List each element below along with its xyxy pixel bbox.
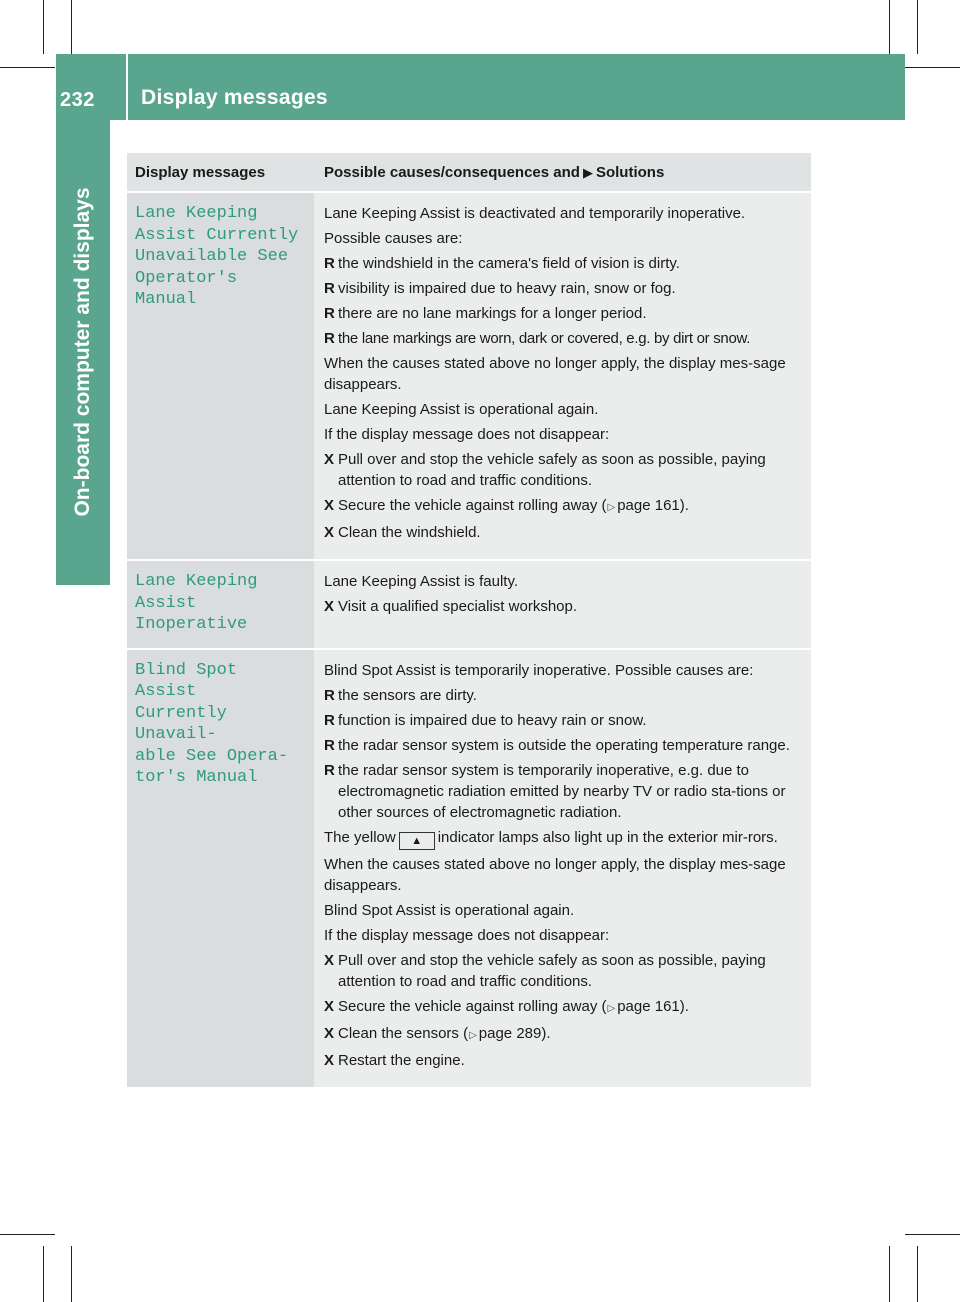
- bullet-icon: R: [324, 711, 335, 729]
- bullet-text: the radar sensor system is temporarily inoperative, e.g. due to electromagnetic radiation emitted by nearby TV or radio sta-tions or other sources of electromagnetic radiation.: [338, 761, 786, 821]
- display-message-line: Lane Keeping: [135, 572, 258, 591]
- paragraph: If the display message does not disappear:: [324, 426, 610, 443]
- paragraph: When the causes stated above no longer apply, the display mes-sage disappears.: [324, 355, 786, 393]
- action-icon: X: [324, 951, 335, 969]
- paragraph: Lane Keeping Assist is deactivated and temporarily inoperative.: [324, 205, 746, 222]
- bullet-item: [324, 303, 803, 324]
- display-message-cell: [127, 649, 314, 1087]
- bullet-text: function is impaired due to heavy rain or snow.: [338, 711, 647, 729]
- bullet-icon: R: [324, 736, 335, 754]
- page-ref-link[interactable]: page 161).: [617, 997, 689, 1015]
- display-message-line: Blind Spot Assist: [135, 660, 238, 701]
- action-item: [324, 522, 803, 543]
- paragraph-pre: The yellow: [324, 828, 396, 846]
- bullet-item: [324, 253, 803, 274]
- action-item: [324, 950, 803, 992]
- display-message-line: Currently Unavail-: [135, 703, 227, 744]
- warning-lamp-icon: ▲: [399, 832, 435, 850]
- crop-mark: [889, 1246, 890, 1302]
- display-message-line: able See Opera-: [135, 746, 289, 766]
- bullet-text: the lane markings are worn, dark or covered, e.g. by dirt or snow.: [338, 330, 751, 347]
- crop-mark: [0, 67, 55, 68]
- paragraph: When the causes stated above no longer apply, the display mes-sage disappears.: [324, 855, 786, 894]
- crop-mark: [905, 1234, 960, 1235]
- bullet-text: the radar sensor system is outside the operating temperature range.: [338, 736, 790, 754]
- bullet-item: [324, 760, 803, 823]
- crop-mark: [43, 1246, 44, 1302]
- solution-cell: [314, 560, 811, 649]
- bullet-item: [324, 710, 803, 731]
- bullet-text: visibility is impaired due to heavy rain, snow or fog.: [338, 280, 676, 297]
- bullet-item: [324, 278, 803, 299]
- action-icon: X: [324, 1051, 335, 1069]
- page-ref-icon: ▷: [469, 1029, 477, 1041]
- paragraph: Possible causes are:: [324, 230, 463, 247]
- col-header-solutions-pre: Possible causes/consequences and: [324, 164, 580, 181]
- col-header-messages: Display messages: [127, 153, 314, 192]
- action-icon: X: [324, 497, 335, 514]
- crop-mark: [905, 67, 960, 68]
- action-text: Secure the vehicle against rolling away (: [338, 997, 607, 1015]
- action-text: Pull over and stop the vehicle safely as soon as possible, paying attention to road and traffic conditions.: [338, 451, 766, 489]
- solution-cell: [314, 192, 811, 560]
- col-header-solutions-post: Solutions: [595, 164, 665, 181]
- page-ref-link[interactable]: page 289).: [478, 1024, 551, 1042]
- bullet-icon: R: [324, 255, 335, 272]
- action-icon: X: [324, 451, 335, 468]
- play-icon: ▶: [582, 165, 593, 180]
- page-ref-icon: ▷: [607, 1002, 616, 1014]
- section-title: Display messages: [141, 86, 328, 109]
- action-icon: X: [324, 1024, 335, 1042]
- crop-mark: [0, 1234, 55, 1235]
- action-item: [324, 449, 803, 491]
- page-ref-icon: ▷: [607, 502, 616, 513]
- display-message-line: Unavailable See: [135, 247, 289, 266]
- action-text: Clean the windshield.: [338, 524, 481, 541]
- paragraph-post: indicator lamps also light up in the exterior mir-rors.: [437, 828, 778, 846]
- display-message-cell: [127, 192, 314, 560]
- bullet-item: [324, 328, 803, 349]
- action-icon: X: [324, 598, 335, 615]
- paragraph: Lane Keeping Assist is operational again.: [324, 401, 599, 418]
- bullet-icon: R: [324, 280, 335, 297]
- paragraph: If the display message does not disappear:: [324, 926, 610, 944]
- action-text: Pull over and stop the vehicle safely as soon as possible, paying attention to road and traffic conditions.: [338, 951, 766, 990]
- action-item: [324, 1050, 803, 1071]
- bullet-text: there are no lane markings for a longer period.: [338, 305, 647, 322]
- bullet-item: [324, 685, 803, 706]
- table-row: [127, 192, 811, 560]
- action-icon: X: [324, 997, 335, 1015]
- table-row: [127, 649, 811, 1087]
- bullet-icon: R: [324, 305, 335, 322]
- bullet-text: the sensors are dirty.: [338, 686, 477, 704]
- action-item: [324, 996, 803, 1019]
- display-message-line: tor's Manual: [135, 768, 258, 787]
- crop-mark: [917, 1246, 918, 1302]
- page-ref-link[interactable]: page 161).: [617, 497, 689, 514]
- action-text: Secure the vehicle against rolling away (: [338, 497, 607, 514]
- action-text: Clean the sensors (: [338, 1024, 469, 1042]
- display-message-line: Lane Keeping: [135, 204, 258, 223]
- action-item: [324, 1023, 803, 1046]
- action-text: Visit a qualified specialist workshop.: [338, 598, 578, 615]
- side-tab-label: On-board computer and displays: [71, 187, 94, 517]
- page-number: 232: [60, 89, 95, 111]
- paragraph: [324, 827, 803, 850]
- crop-mark: [71, 1246, 72, 1302]
- paragraph: Lane Keeping Assist is faulty.: [324, 573, 519, 590]
- col-header-solutions: [314, 153, 811, 192]
- bullet-icon: R: [324, 330, 335, 347]
- paragraph: Blind Spot Assist is temporarily inoperative. Possible causes are:: [324, 661, 754, 679]
- crop-mark: [889, 0, 890, 54]
- action-icon: X: [324, 524, 335, 541]
- bullet-text: the windshield in the camera's field of vision is dirty.: [338, 255, 680, 272]
- table-row: [127, 560, 811, 649]
- display-message-line: Assist Inoperative: [135, 593, 248, 634]
- display-message-cell: [127, 560, 314, 649]
- action-text: Restart the engine.: [338, 1051, 465, 1069]
- display-message-line: Operator's Manual: [135, 268, 238, 309]
- display-messages-table: [127, 153, 811, 1087]
- crop-mark: [917, 0, 918, 54]
- bullet-icon: R: [324, 761, 335, 779]
- crop-mark: [43, 0, 44, 54]
- action-item: [324, 596, 803, 617]
- paragraph: Blind Spot Assist is operational again.: [324, 901, 575, 919]
- display-message-line: Assist Currently: [135, 225, 299, 245]
- solution-cell: [314, 649, 811, 1087]
- table-header-row: [127, 153, 811, 192]
- header-separator: [126, 54, 128, 120]
- bullet-item: [324, 735, 803, 756]
- action-item: [324, 495, 803, 518]
- crop-mark: [71, 0, 72, 54]
- bullet-icon: R: [324, 686, 335, 704]
